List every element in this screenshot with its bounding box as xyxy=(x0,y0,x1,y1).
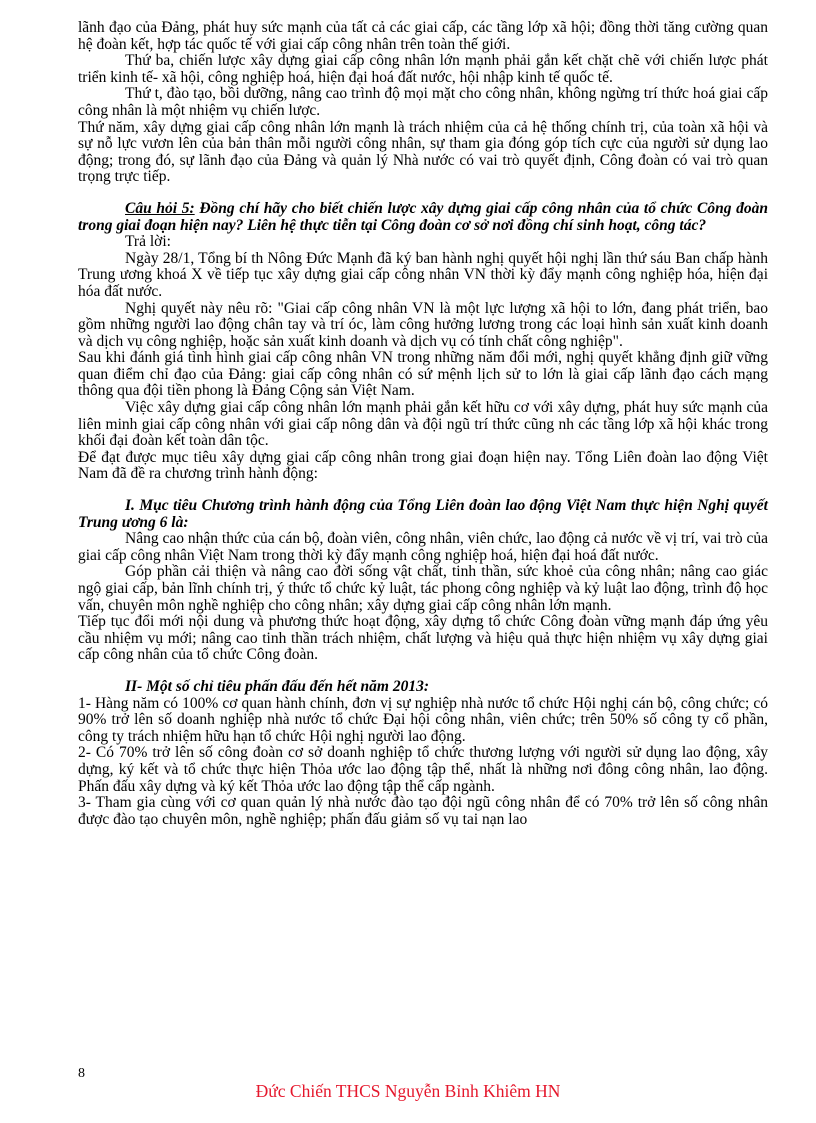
list-item: 1- Hàng năm có 100% cơ quan hành chính, đơn vị sự nghiệp nhà nước tổ chức Hội nghị cán bộ, công chức; có 90% trở lên số doanh nghiệp nhà nước tổ chức Đại hội công nhân, viên chức; trên 50% số công ty cổ phần, công ty trách nhiệm hữu hạn tổ chức Hội nghị người lao động. xyxy=(78,694,768,745)
answer-label: Trả lời: xyxy=(125,233,171,251)
paragraph: lãnh đạo của Đảng, phát huy sức mạnh của tất cả các giai cấp, các tầng lớp xã hội; đồng thời tăng cường quan hệ đoàn kết, hợp tác quốc tế với giai cấp công nhân trên toàn thế giới. xyxy=(78,19,768,53)
document-body xyxy=(78,20,768,828)
section-heading: I. Mục tiêu Chương trình hành động của Tổng Liên đoàn lao động Việt Nam thực hiện Nghị quyết Trung ương 6 là: xyxy=(78,497,768,531)
paragraph: Tiếp tục đổi mới nội dung và phương thức hoạt động, xây dựng tổ chức Công đoàn vững mạnh đáp ứng yêu cầu nhiệm vụ mới; nâng cao tinh thần trách nhiệm, chất lượng và hiệu quả thực hiện nhiệm vụ xây dựng giai cấp công nhân của tổ chức Công đoàn. xyxy=(78,613,768,664)
list-item: 2- Có 70% trở lên số công đoàn cơ sở doanh nghiệp tổ chức thương lượng với người sử dụng lao động, xây dựng, ký kết và tổ chức thực hiện Thỏa ước lao động tập thể, nhất là những nơi đông công nhân, lao động. Phấn đấu xây dựng và ký kết Thỏa ước lao động tập thể cấp ngành. xyxy=(78,744,768,795)
question-heading xyxy=(78,201,768,234)
paragraph: Nghị quyết này nêu rõ: "Giai cấp công nhân VN là một lực lượng xã hội to lớn, đang phát triển, bao gồm những người lao động chân tay và trí óc, làm công hưởng lương trong các loại hình sản xuất kinh doanh và dịch vụ công nghiệp, hoặc sản xuất kinh doanh và dịch vụ có tính chất công nghiệp". xyxy=(78,299,768,350)
section-heading: II- Một số chỉ tiêu phấn đấu đến hết năm 2013: xyxy=(125,677,430,695)
paragraph: Thứ ba, chiến lược xây dựng giai cấp công nhân lớn mạnh phải gắn kết chặt chẽ với chiến lược phát triển kinh tế- xã hội, công nghiệp hoá, hiện đại hoá đất nước, hội nhập kinh tế quốc tế. xyxy=(78,52,768,86)
paragraph: Sau khi đánh giá tình hình giai cấp công nhân VN trong những năm đổi mới, nghị quyết khẳng định giữ vững quan điểm chỉ đạo của Đảng: giai cấp công nhân có sứ mệnh lịch sử to lớn là giai cấp lãnh đạo cách mạng thông qua đội tiền phong là Đảng Cộng sản Việt Nam. xyxy=(78,349,768,400)
paragraph: Thứ năm, xây dựng giai cấp công nhân lớn mạnh là trách nhiệm của cả hệ thống chính trị, của toàn xã hội và sự nỗ lực vươn lên của bản thân mỗi người công nhân, sự tham gia đóng góp tích cực của người sử dụng lao động; trong đó, sự lãnh đạo của Đảng và quản lý Nhà nước có vai trò quyết định, Công đoàn có vai trò quan trọng trực tiếp. xyxy=(78,118,768,186)
paragraph: Góp phần cải thiện và nâng cao đời sống vật chất, tinh thần, sức khoẻ của công nhân; nâng cao giác ngộ giai cấp, bản lĩnh chính trị, ý thức tổ chức kỷ luật, tác phong công nghiệp và kỷ luật lao động, trình độ học vấn, chuyên môn nghề nghiệp cho công nhân; xây dựng giai cấp công nhân lớn mạnh. xyxy=(78,563,768,614)
question-label: Câu hỏi 5: xyxy=(125,199,195,217)
paragraph: Để đạt được mục tiêu xây dựng giai cấp công nhân trong giai đoạn hiện nay. Tổng Liên đoàn lao động Việt Nam đã đề ra chương trình hành động: xyxy=(78,448,768,483)
paragraph: Thứ t, đào tạo, bồi dưỡng, nâng cao trình độ mọi mặt cho công nhân, không ngừng trí thức hoá giai cấp công nhân là một nhiệm vụ chiến lược. xyxy=(78,85,768,119)
paragraph: Việc xây dựng giai cấp công nhân lớn mạnh phải gắn kết hữu cơ với xây dựng, phát huy sức mạnh của liên minh giai cấp công nhân với giai cấp nông dân và đội ngũ trí thức cũng nh các tầng lớp xã hội khác trong khối đại đoàn kết toàn dân tộc. xyxy=(78,399,768,450)
list-item: 3- Tham gia cùng với cơ quan quản lý nhà nước đào tạo đội ngũ công nhân để có 70% trở lên số công nhân được đào tạo chuyên môn, nghề nghiệp; phấn đấu giảm số vụ tai nạn lao xyxy=(78,794,768,828)
paragraph: Ngày 28/1, Tổng bí th Nông Đức Mạnh đã ký ban hành nghị quyết hội nghị lần thứ sáu Ban chấp hành Trung ương khoá X về tiếp tục xây dựng giai cấp công nhân VN thời kỳ đẩy mạnh công nghiệp hóa, hiện đại hóa đất nước. xyxy=(78,249,768,300)
page-footer: Đức Chiến THCS Nguyễn Bỉnh Khiêm HN xyxy=(255,1081,561,1101)
question-text: Đồng chí hãy cho biết chiến lược xây dựng giai cấp công nhân của tổ chức Công đoàn trong giai đoạn hiện nay? Liên hệ thực tiễn tại Công đoàn cơ sở nơi đồng chí sinh hoạt, công tác? xyxy=(78,199,768,234)
page-number: 8 xyxy=(78,1066,85,1081)
paragraph: Nâng cao nhận thức của cán bộ, đoàn viên, công nhân, viên chức, lao động cả nước về vị trí, vai trò của giai cấp công nhân Việt Nam trong thời kỳ đẩy mạnh công nghiệp hoá, hiện đại hoá đất nước. xyxy=(78,530,768,564)
